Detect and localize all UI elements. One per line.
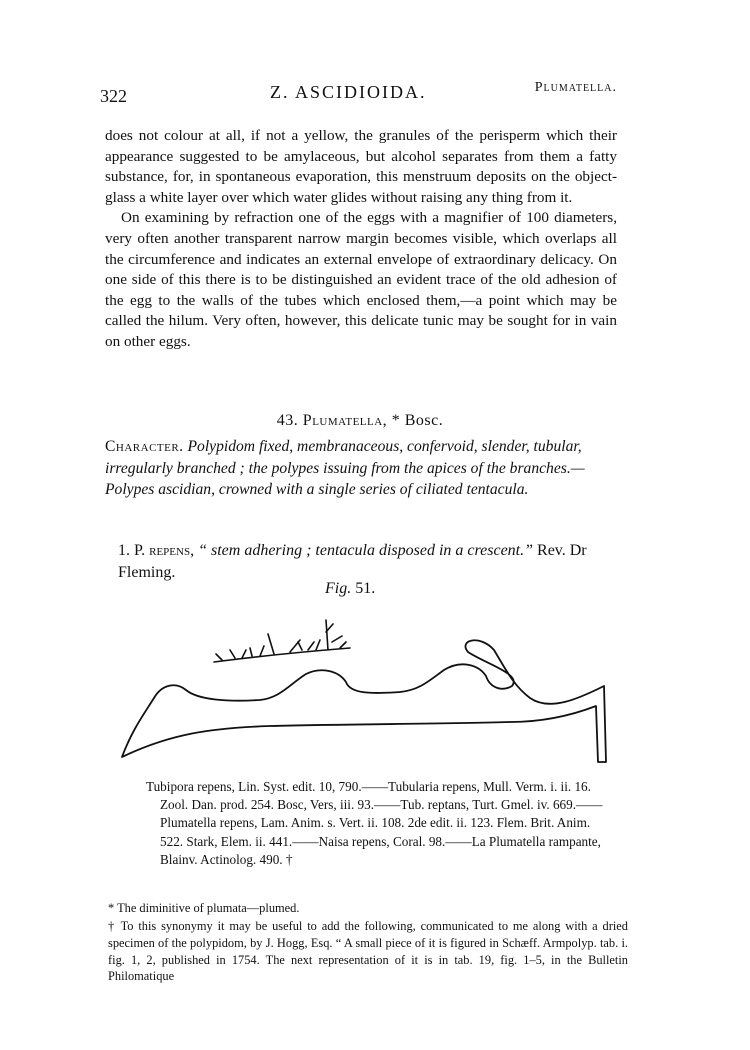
footnote-text: † To this synonymy it may be useful to add the following, communicated to me along with a dried specimen of the polypidom, by J. Hogg, Esq. “ A small piece of it is figured in Schæff. Armpolyp. tab. i. fig. 1, 2, published in 1754. The next representation of it is in tab. 19, fig. 1–5, in the Bulletin Philomatique xyxy=(108,919,628,984)
running-head-genus: Plumatella. xyxy=(534,80,617,95)
genus-heading xyxy=(105,412,615,430)
species-name: repens, xyxy=(149,542,195,559)
polypidom-outline xyxy=(122,640,606,762)
paragraph: On examining by refraction one of the eggs with a magnifier of 100 diameters, very often another transparent narrow margin becomes visible, which overlaps all the circumference and indicates an external envelope of extraordinary delicacy. On one side of this there is to be distinguished an evident trace of the old adhesion of the egg to the walls of the tubes which enclosed them,—a point which may be called the hilum. Very often, however, this delicate tunic may be sought for in vain on other eggs. xyxy=(105,209,617,350)
section-title: Z. ASCIDIOIDA. xyxy=(270,82,427,102)
character-text: Polypidom fixed, membranaceous, confervoid, slender, tubular, irregularly branched ; the polypes issuing from the apices of the branches.—Polypes ascidian, crowned with a single series of ciliated tentacula. xyxy=(105,438,585,498)
species-entry xyxy=(118,540,618,584)
species-number: 1. P. xyxy=(118,542,146,559)
figure-number: 51. xyxy=(355,580,376,597)
paragraph: does not colour at all, if not a yellow, the granules of the perisperm which their appearance suggested to be amylaceous, but alcohol separates from them a fatty substance, for, in spontaneous evaporation, this menstruum deposits on the object-glass a white layer over which water glides without raising any thing from it. xyxy=(105,127,617,206)
sprig-drawing xyxy=(214,620,350,662)
footnote-text: * The diminitive of plumata—plumed. xyxy=(108,901,300,915)
genus-number: 43. xyxy=(276,412,299,429)
genus-character xyxy=(105,436,617,501)
genus-name: Plumatella, xyxy=(302,412,388,429)
character-label: Character. xyxy=(105,438,184,455)
species-authority: Rev. Dr Fleming. xyxy=(118,542,587,581)
species-description: “ stem adhering ; tentacula disposed in a crescent.” xyxy=(198,542,534,559)
body-text xyxy=(105,126,617,353)
footnote xyxy=(108,918,628,985)
footnote xyxy=(108,900,628,917)
footnote-mark: * xyxy=(391,412,401,429)
figure-caption xyxy=(325,580,375,598)
synonymy xyxy=(146,778,616,869)
genus-author: Bosc. xyxy=(404,412,444,429)
plumatella-illustration xyxy=(110,612,620,772)
figure-label: Fig. xyxy=(325,580,352,597)
synonymy-text: Tubipora repens, Lin. Syst. edit. 10, 790.——Tubularia repens, Mull. Verm. i. ii. 16. Zool. Dan. prod. 254. Bosc, Vers, iii. 93.——Tub. reptans, Turt. Gmel. iv. 669.——Plumatella repens, Lam. Anim. s. Vert. ii. 108. 2de edit. ii. 123. Flem. Brit. Anim. 522. Stark, Elem. ii. 441.——Naisa repens, Coral. 98.——La Plumatella rampante, Blainv. Actinolog. 490. † xyxy=(146,779,603,867)
running-header xyxy=(100,80,615,104)
page-number: 322 xyxy=(100,86,127,106)
plumatella-drawing xyxy=(110,612,620,772)
